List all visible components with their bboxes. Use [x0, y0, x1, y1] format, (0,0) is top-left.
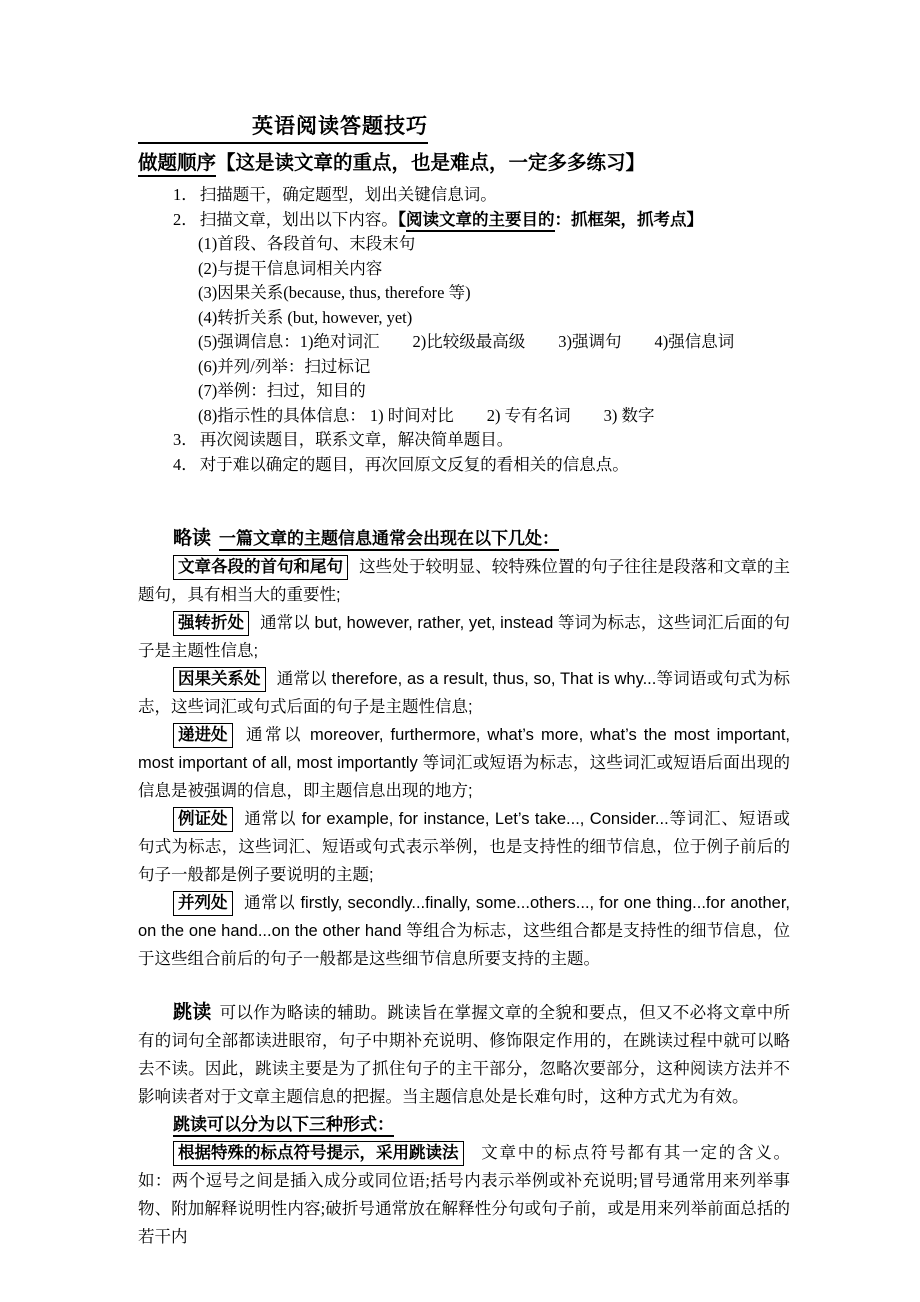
box-label: 并列处	[173, 891, 233, 916]
step-text: 对于难以确定的题目，再次回原文反复的看相关的信息点。	[199, 454, 629, 474]
substep-item-1: (1)首段、各段首句、末段末句	[198, 234, 416, 253]
step-text: 扫描题干，确定题型，划出关键信息词。	[199, 185, 497, 204]
paragraph-text: 文章中的标点符号都有其一定的含义。如：两个逗号之间是插入成分或同位语;括号内表示举例或补充说明;冒号通常用来列举事物、附加解释说明性内容;破折号通常放在解释性分句或句子前，或是用来列举前面总括的若干内	[138, 1143, 790, 1246]
step-item-1	[138, 183, 790, 208]
paragraph-text: 通常以 firstly, secondly...finally, some...others..., for one thing...for another, on the one hand...on the other hand 等组合为标志，这些组合都是支持性的细节信息，位于这些组合前后的句子一般都是这些细节信息所要支持的主题。	[138, 894, 790, 968]
paragraph-text: 这些处于较明显、较特殊位置的句子往往是段落和文章的主题句，具有相当大的重要性;	[138, 558, 790, 604]
box-label: 强转折处	[173, 611, 249, 636]
skim-paragraph-parallel	[138, 889, 790, 973]
skim-paragraph-causal	[138, 665, 790, 721]
procedure-list	[138, 183, 790, 477]
skim-heading	[138, 525, 790, 553]
substep-item-2: (2)与提干信息词相关内容	[198, 258, 383, 278]
skim-section	[138, 525, 790, 973]
skim-paragraph-example	[138, 805, 790, 889]
step-number: 4．	[173, 454, 198, 474]
skip-intro-paragraph	[138, 999, 790, 1111]
paragraph-text: 通常以 therefore, as a result, thus, so, That is why...等词语或句式为标志，这些词汇或句式后面的句子是主题性信息;	[138, 670, 790, 716]
skip-forms-heading	[138, 1111, 790, 1139]
paragraph-text: 通常以 for example, for instance, Let’s take..., Consider...等词汇、短语或句式为标志，这些词汇、短语或句式表示举例，也是支持性的细节信息，位于例子前后的句子一般都是例子要说明的主题;	[138, 810, 790, 884]
step-number: 1．	[173, 185, 198, 204]
skim-paragraph-contrast	[138, 609, 790, 665]
step-item-3	[138, 428, 790, 453]
skip-label: 跳读	[173, 1002, 212, 1023]
substep-item-7: (7)举例：扫过，知目的	[198, 381, 366, 400]
page-title: 英语阅读答题技巧	[252, 115, 428, 138]
substep-item-8: (8)指示性的具体信息： 1) 时间对比 2) 专有名词 3) 数字	[198, 405, 655, 425]
paragraph-text: 可以作为略读的辅助。跳读旨在掌握文章的全貌和要点，但又不必将文章中所有的词句全部都读进眼帘，句子中期补充说明、修饰限定作用的，在跳读过程中就可以略去不读。因此，跳读主要是为了抓住句子的主干部分，忽略次要部分，这种阅读方法并不影响读者对于文章主题信息的把握。当主题信息处是长难句时，这种方式尤为有效。	[138, 1003, 790, 1106]
procedure-heading	[138, 149, 790, 178]
substep-item-5: (5)强调信息：1)绝对词汇 2)比较级最高级 3)强调句 4)强信息词	[198, 332, 735, 351]
step-note-rest: ：抓框架，抓考点】	[554, 210, 703, 229]
step-number: 2．	[173, 209, 198, 229]
skip-forms-heading-text: 跳读可以分为以下三种形式：	[173, 1115, 394, 1137]
substep-item-3: (3)因果关系(because, thus, therefore 等)	[198, 283, 471, 302]
title-underline	[138, 110, 428, 144]
box-label: 文章各段的首句和尾句	[173, 555, 348, 580]
substep-item-6: (6)并列/列举：扫过标记	[198, 356, 371, 376]
skim-heading-text: 一篇文章的主题信息通常会出现在以下几处：	[219, 529, 559, 551]
box-label: 因果关系处	[173, 667, 266, 692]
step-item-2	[138, 208, 790, 233]
step-text: 扫描文章，划出以下内容。	[199, 209, 398, 229]
step-text: 再次阅读题目，联系文章，解决简单题目。	[199, 430, 514, 449]
procedure-heading-label: 做题顺序	[138, 152, 216, 177]
skim-label: 略读	[173, 528, 212, 549]
box-label: 例证处	[173, 807, 233, 832]
title-row	[138, 110, 790, 144]
step-note-underlined: 阅读文章的主要目的	[406, 211, 555, 232]
skip-form-punctuation-paragraph	[138, 1139, 790, 1251]
skim-paragraph-firstlast	[138, 553, 790, 609]
box-label: 递进处	[173, 723, 233, 748]
step-item-4	[138, 453, 790, 478]
box-label: 根据特殊的标点符号提示，采用跳读法	[173, 1141, 464, 1166]
step-note-bracket: 【	[397, 210, 406, 229]
title-leading-blank	[138, 132, 252, 133]
step-number: 3．	[173, 430, 198, 449]
substep-item-4: (4)转折关系 (but, however, yet)	[198, 307, 413, 327]
skim-paragraph-progressive	[138, 721, 790, 805]
paragraph-text: 通常以 moreover, furthermore, what’s more, what’s the most important, most important of all, most importantly 等词汇或短语为标志，这些词汇或短语后面出现的信息是被强调的信息，即主题信息出现的地方;	[138, 726, 790, 800]
procedure-heading-note: 【这是读文章的重点，也是难点，一定多多练习】	[216, 152, 646, 174]
skip-section	[138, 999, 790, 1251]
paragraph-text: 通常以 but, however, rather, yet, instead 等词为标志，这些词汇后面的句子是主题性信息;	[138, 614, 790, 660]
